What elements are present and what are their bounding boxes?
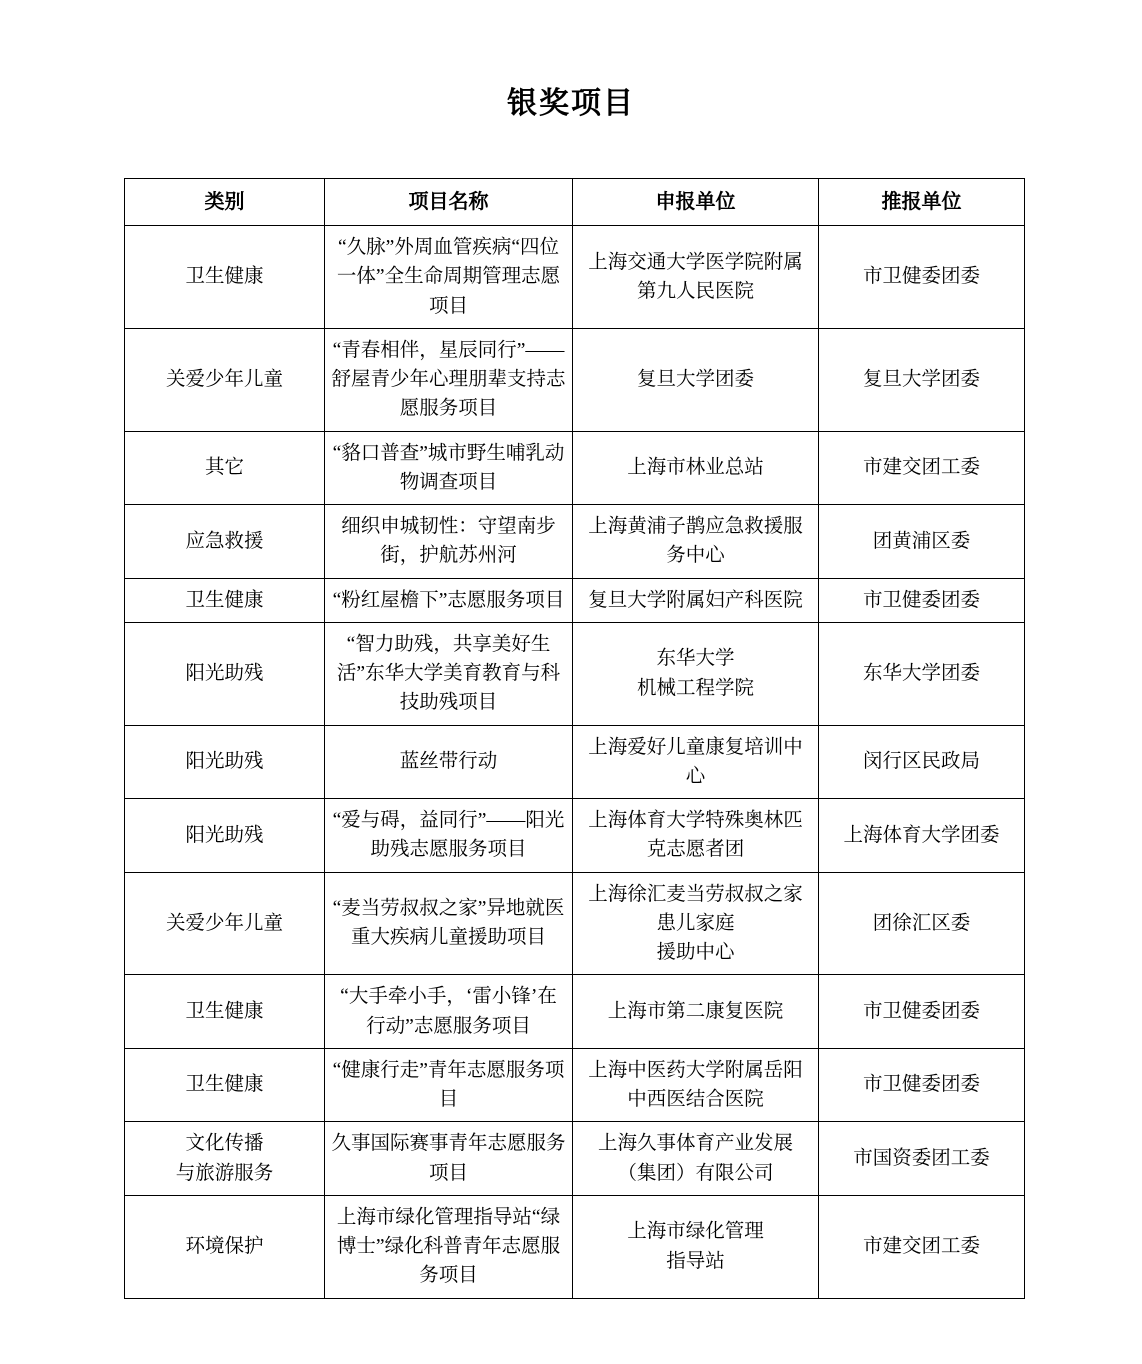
table-row [125,725,1025,799]
cell-category: 阳光助残 [125,799,325,873]
table-container [0,178,1142,1299]
table-header-row [125,179,1025,226]
table-row [125,872,1025,975]
table-row [125,505,1025,579]
column-header-applicant: 申报单位 [573,179,819,226]
cell-project: 蓝丝带行动 [325,725,573,799]
cell-recommender: 市卫健委团委 [819,975,1025,1049]
cell-recommender: 复旦大学团委 [819,328,1025,431]
table-row [125,975,1025,1049]
cell-category: 卫生健康 [125,975,325,1049]
cell-category: 环境保护 [125,1195,325,1298]
cell-project: “粉红屋檐下”志愿服务项目 [325,578,573,622]
cell-applicant: 东华大学 机械工程学院 [573,622,819,725]
table-row [125,1195,1025,1298]
cell-project: “久脉”外周血管疾病“四位一体”全生命周期管理志愿项目 [325,226,573,329]
award-projects-table [124,178,1025,1299]
cell-project: 久事国际赛事青年志愿服务项目 [325,1122,573,1196]
cell-project: “麦当劳叔叔之家”异地就医重大疾病儿童援助项目 [325,872,573,975]
cell-category: 卫生健康 [125,1048,325,1122]
column-header-recommender: 推报单位 [819,179,1025,226]
cell-project: 上海市绿化管理指导站“绿博士”绿化科普青年志愿服务项目 [325,1195,573,1298]
column-header-category: 类别 [125,179,325,226]
cell-recommender: 东华大学团委 [819,622,1025,725]
table-row [125,1048,1025,1122]
cell-category: 其它 [125,431,325,505]
cell-category: 关爱少年儿童 [125,872,325,975]
cell-project: “智力助残，共享美好生活”东华大学美育教育与科技助残项目 [325,622,573,725]
cell-project: “爱与碍，益同行”——阳光助残志愿服务项目 [325,799,573,873]
table-body [125,226,1025,1299]
cell-applicant: 上海市林业总站 [573,431,819,505]
cell-recommender: 市卫健委团委 [819,1048,1025,1122]
column-header-project: 项目名称 [325,179,573,226]
table-row [125,622,1025,725]
table-row [125,328,1025,431]
table-row [125,431,1025,505]
cell-recommender: 市建交团工委 [819,1195,1025,1298]
cell-category: 阳光助残 [125,725,325,799]
cell-recommender: 市卫健委团委 [819,226,1025,329]
cell-category: 关爱少年儿童 [125,328,325,431]
cell-applicant: 复旦大学附属妇产科医院 [573,578,819,622]
page-title: 银奖项目 [507,87,635,120]
table-header [125,179,1025,226]
cell-recommender: 团黄浦区委 [819,505,1025,579]
cell-category: 文化传播 与旅游服务 [125,1122,325,1196]
cell-applicant: 上海中医药大学附属岳阳中西医结合医院 [573,1048,819,1122]
table-row [125,799,1025,873]
cell-applicant: 上海体育大学特殊奥林匹克志愿者团 [573,799,819,873]
table-row [125,226,1025,329]
cell-project: “貉口普查”城市野生哺乳动物调查项目 [325,431,573,505]
cell-recommender: 团徐汇区委 [819,872,1025,975]
cell-recommender: 闵行区民政局 [819,725,1025,799]
cell-project: “青春相伴，星辰同行”——舒屋青少年心理朋辈支持志愿服务项目 [325,328,573,431]
cell-recommender: 市建交团工委 [819,431,1025,505]
cell-project: “健康行走”青年志愿服务项目 [325,1048,573,1122]
cell-applicant: 上海久事体育产业发展（集团）有限公司 [573,1122,819,1196]
table-row [125,578,1025,622]
cell-category: 卫生健康 [125,226,325,329]
cell-applicant: 复旦大学团委 [573,328,819,431]
cell-category: 阳光助残 [125,622,325,725]
cell-category: 卫生健康 [125,578,325,622]
cell-applicant: 上海爱好儿童康复培训中心 [573,725,819,799]
cell-project: 细织申城韧性：守望南步街，护航苏州河 [325,505,573,579]
cell-applicant: 上海徐汇麦当劳叔叔之家患儿家庭 援助中心 [573,872,819,975]
cell-applicant: 上海黄浦子鹊应急救援服务中心 [573,505,819,579]
cell-recommender: 上海体育大学团委 [819,799,1025,873]
cell-recommender: 市国资委团工委 [819,1122,1025,1196]
table-row [125,1122,1025,1196]
cell-category: 应急救援 [125,505,325,579]
cell-recommender: 市卫健委团委 [819,578,1025,622]
cell-applicant: 上海交通大学医学院附属第九人民医院 [573,226,819,329]
cell-project: “大手牵小手，‘雷小锋’在行动”志愿服务项目 [325,975,573,1049]
cell-applicant: 上海市第二康复医院 [573,975,819,1049]
cell-applicant: 上海市绿化管理 指导站 [573,1195,819,1298]
